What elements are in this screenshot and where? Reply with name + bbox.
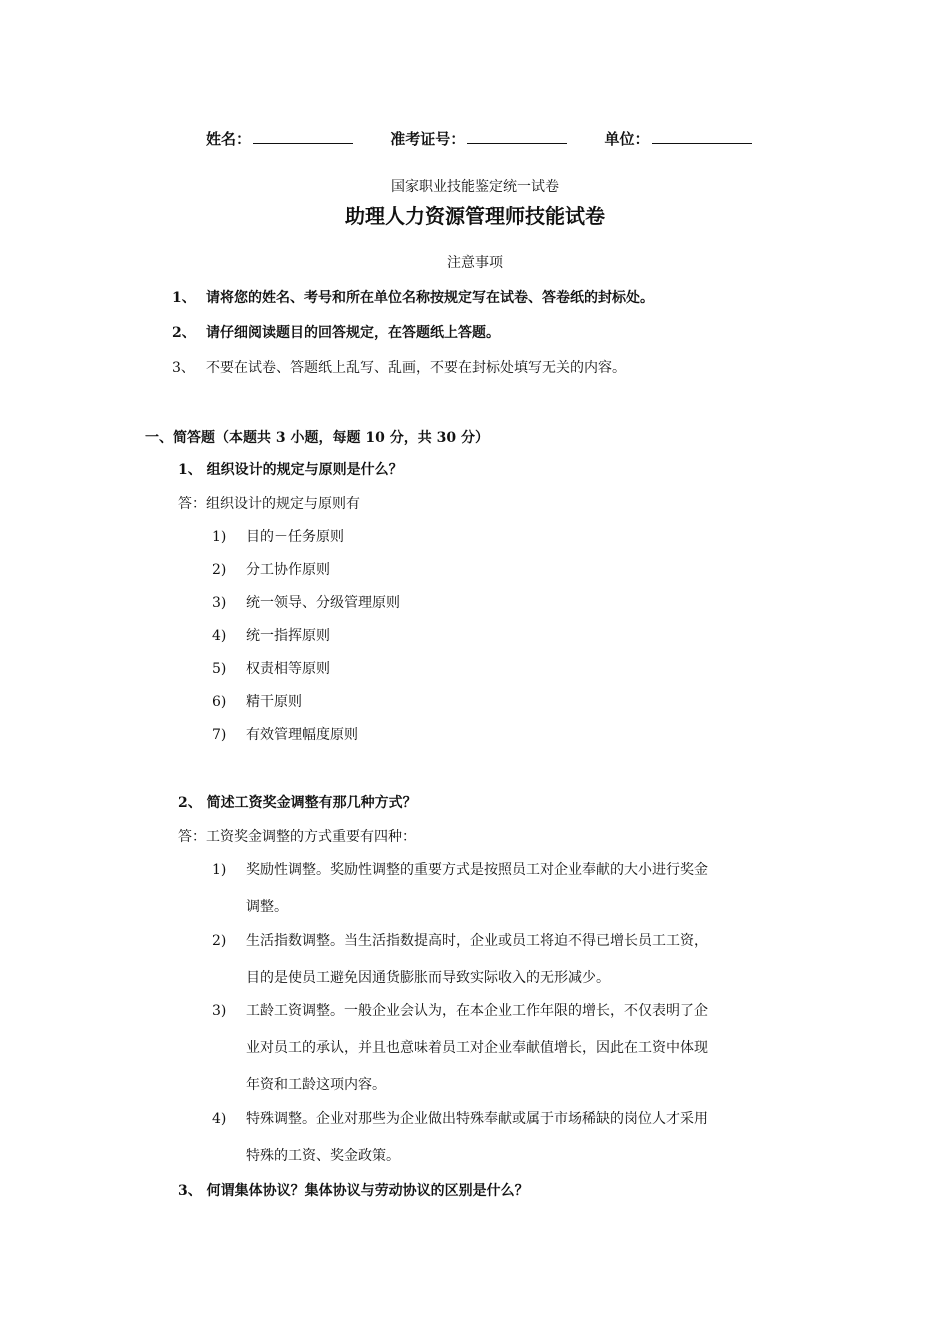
name-label: 姓名：	[206, 130, 252, 148]
answer-item: 3) 统一领导、分级管理原则	[212, 595, 400, 611]
exam-id-blank[interactable]	[467, 129, 567, 144]
exam-subtitle: 国家职业技能鉴定统一试卷	[391, 179, 559, 195]
answer-item: 1) 奖励性调整。奖励性调整的重要方式是按照员工对企业奉献的大小进行奖金	[212, 862, 708, 878]
unit-field	[605, 128, 752, 149]
unit-blank[interactable]	[652, 129, 752, 144]
question-2: 2、 简述工资奖金调整有那几种方式？	[178, 795, 417, 811]
answer-item-continuation: 特殊的工资、奖金政策。	[246, 1148, 400, 1164]
answer-item-continuation: 调整。	[246, 899, 288, 915]
answer-item: 2) 分工协作原则	[212, 562, 330, 578]
name-blank[interactable]	[253, 129, 353, 144]
question-3: 3、 何谓集体协议？集体协议与劳动协议的区别是什么？	[178, 1183, 529, 1199]
answer-item: 7) 有效管理幅度原则	[212, 727, 358, 743]
answer-item: 2) 生活指数调整。当生活指数提高时，企业或员工将迫不得已增长员工工资，	[212, 933, 708, 949]
exam-id-label: 准考证号：	[390, 130, 466, 148]
question-1: 1、 组织设计的规定与原则是什么？	[178, 462, 403, 478]
exam-id-field	[390, 128, 567, 149]
notice-text: 请仔细阅读题目的回答规定，在答题纸上答题。	[206, 325, 500, 341]
answer-1-intro: 答：组织设计的规定与原则有	[178, 496, 360, 512]
answer-item: 5) 权责相等原则	[212, 661, 330, 677]
notice-text: 不要在试卷、答题纸上乱写、乱画，不要在封标处填写无关的内容。	[206, 360, 626, 376]
answer-item: 3) 工龄工资调整。一般企业会认为，在本企业工作年限的增长，不仅表明了企	[212, 1003, 708, 1019]
answer-item: 6) 精干原则	[212, 694, 302, 710]
answer-item: 1) 目的－任务原则	[212, 529, 344, 545]
page-title: 助理人力资源管理师技能试卷	[345, 204, 605, 228]
notice-text: 请将您的姓名、考号和所在单位名称按规定写在试卷、答卷纸的封标处。	[206, 290, 654, 306]
section-heading: 一、简答题（本题共 3 小题，每题 10 分，共 30 分）	[145, 430, 489, 446]
answer-2-intro: 答：工资奖金调整的方式重要有四种：	[178, 829, 416, 845]
notice-item	[172, 357, 626, 377]
answer-item-continuation: 年资和工龄这项内容。	[246, 1077, 386, 1093]
candidate-info-row	[206, 128, 764, 149]
notice-item	[172, 322, 500, 342]
unit-label: 单位：	[604, 130, 650, 148]
answer-item-continuation: 业对员工的承认，并且也意味着员工对企业奉献值增长，因此在工资中体现	[246, 1040, 708, 1056]
name-field	[206, 128, 353, 149]
notice-number: 2、	[172, 325, 196, 341]
answer-item: 4) 特殊调整。企业对那些为企业做出特殊奉献或属于市场稀缺的岗位人才采用	[212, 1111, 708, 1127]
notice-number: 3、	[172, 360, 195, 376]
notice-item	[172, 287, 654, 307]
answer-item-continuation: 目的是使员工避免因通货膨胀而导致实际收入的无形减少。	[246, 970, 610, 986]
notice-heading: 注意事项	[447, 255, 503, 271]
notice-number: 1、	[172, 290, 196, 306]
answer-item: 4) 统一指挥原则	[212, 628, 330, 644]
